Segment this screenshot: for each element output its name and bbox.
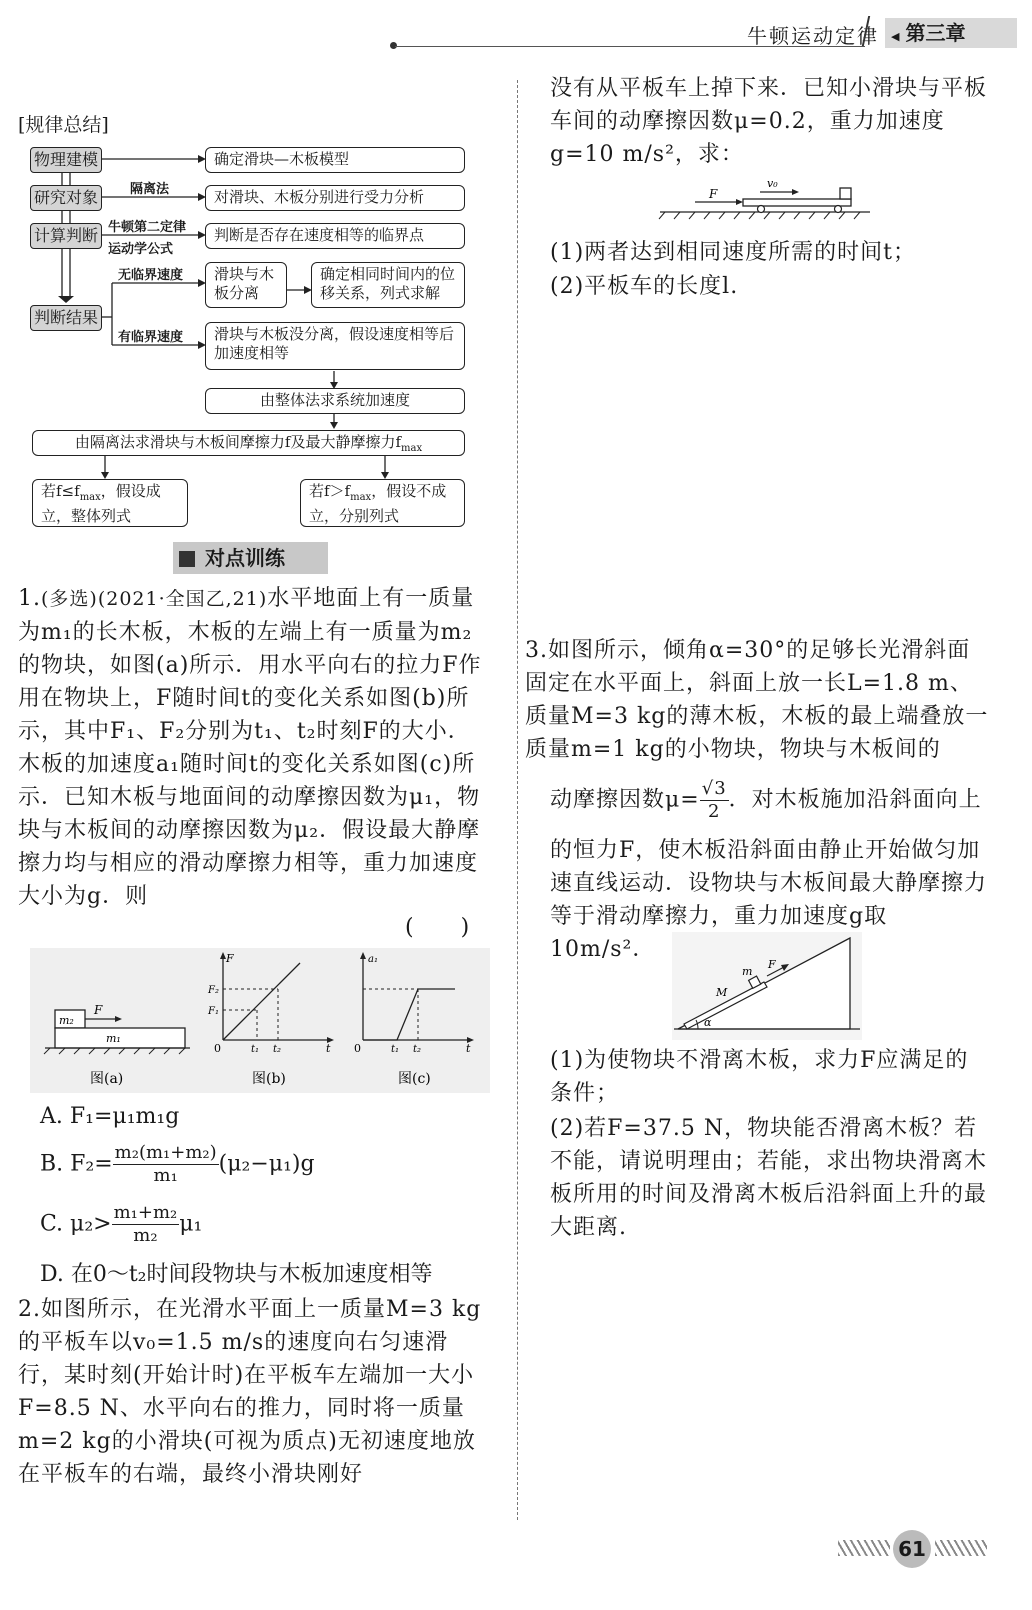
box-separate: 滑块与木板分离 xyxy=(205,262,287,308)
flow-step-model: 物理建模 xyxy=(30,147,102,173)
fig-b-t1: t₁ xyxy=(251,1044,260,1055)
q3-body-b-post: ．对木板施加沿斜面向上 xyxy=(728,787,982,813)
q2-sub2: (2)平板车的长度l. xyxy=(550,274,739,299)
label-no-critical: 无临界速度 xyxy=(118,268,184,283)
q2-text-left xyxy=(18,1293,488,1491)
fig-c-origin: 0 xyxy=(354,1042,361,1055)
triangle-left-icon: ◀ xyxy=(891,30,900,43)
isolation-text: 由隔离法求滑块与木板间摩擦力f及最大静摩擦力f xyxy=(74,433,401,451)
q3-text-c: 的恒力F，使木板沿斜面由静止开始做匀加速直线运动．设物块与木板间最大静摩擦力等于滑动摩擦力，重力加速度g取10m/s²． xyxy=(550,838,988,962)
opt-c-fraction xyxy=(112,1202,180,1247)
opt-c-pre: C. μ₂> xyxy=(40,1211,112,1237)
q3-number: 3. xyxy=(525,638,548,663)
q3-sub1: (1)为使物块不滑离木板，求力F应满足的条件； xyxy=(550,1048,969,1106)
q2-body-left: 如图所示，在光滑水平面上一质量M=3 kg的平板车以v₀=1.5 m/s的速度向右匀速滑行，某时刻(开始计时)在平板车左端加一大小F=8.5 N、水平向右的推力，同时将一质量m=2 kg的小滑块(可视为质点)无初速度地放在平板车的右端，最终小滑块刚好 xyxy=(18,1297,482,1487)
box-critical-point: 判断是否存在速度相等的临界点 xyxy=(205,223,465,249)
q1-option-c xyxy=(40,1202,202,1247)
page-number: 61 xyxy=(893,1530,931,1568)
section-title-text: 对点训练 xyxy=(205,546,285,570)
flow-step-compute: 计算判断 xyxy=(30,223,102,249)
q1-figures xyxy=(30,948,490,1093)
q3-mu-fraction xyxy=(700,778,729,823)
q2-text-right: 没有从平板车上掉下来．已知小滑块与平板车间的动摩擦因数μ=0.2，重力加速度g=10 m/s²，求： xyxy=(550,76,988,167)
fig-b-f2: F₂ xyxy=(208,985,219,996)
fig-b-origin: 0 xyxy=(214,1042,221,1055)
fig-a-force: F xyxy=(94,1003,103,1017)
rules-heading: [规律总结] xyxy=(18,114,109,136)
q2-number: 2. xyxy=(18,1297,41,1322)
fails-sub: max xyxy=(350,492,372,503)
box-assumption-fails xyxy=(300,479,465,527)
q1-option-b xyxy=(40,1142,315,1187)
fig-c-t2: t₂ xyxy=(413,1044,422,1055)
box-whole-method: 由整体法求系统加速度 xyxy=(205,388,465,414)
box-model: 确定滑块—木板模型 xyxy=(205,147,465,173)
box-assumption-holds xyxy=(32,479,188,527)
fig-b-yaxis: F xyxy=(226,952,234,965)
label-has-critical: 有临界速度 xyxy=(118,330,184,345)
fig-a-m1: m₁ xyxy=(106,1032,121,1045)
opt-b-fraction xyxy=(113,1142,219,1187)
box-force-analysis: 对滑块、木板分别进行受力分析 xyxy=(205,185,465,211)
q2-fig-force: F xyxy=(709,187,718,201)
fig-c-t1: t₁ xyxy=(391,1044,400,1055)
q1-tag: (多选)(2021·全国乙,21) xyxy=(41,588,268,610)
fails-rest: ，假设不成立，分别列式 xyxy=(309,482,447,525)
opt-c-den: m₂ xyxy=(133,1225,158,1246)
q1-option-d: D. 在0～t₂时间段物块与木板加速度相等 xyxy=(40,1262,433,1287)
q3-text-b xyxy=(550,778,990,823)
fig-c-yaxis: a₁ xyxy=(368,954,378,965)
flow-step-object: 研究对象 xyxy=(30,185,102,211)
fig-a-caption: 图(a) xyxy=(90,1071,124,1087)
fig-c-caption: 图(c) xyxy=(398,1071,431,1087)
page-number-ornament-right xyxy=(935,1540,987,1556)
holds-rest: ，假设成立，整体列式 xyxy=(41,482,161,525)
q3-fig-force: F xyxy=(768,958,776,971)
q1-body: 水平地面上有一质量为m₁的长木板，木板的左端上有一质量为m₂的物块，如图(a)所示．用水平向右的拉力F作用在物块上，F随时间t的变化关系如图(b)所示，其中F₁、F₂分别为t₁、t₂时刻F的大小．木板的加速度a₁随时间t的变化关系如图(c)所示．已知木板与地面间的动摩擦因数为μ₁，物块与木板间的动摩擦因数为μ₂．假设最大静摩擦力均与相应的滑动摩擦力相等，重力加速度大小为g．则 xyxy=(18,586,482,909)
q3-mu-num: √3 xyxy=(701,778,727,799)
q2-figure xyxy=(655,172,875,227)
flow-step-result: 判断结果 xyxy=(30,305,102,331)
fig-b-t2: t₂ xyxy=(273,1044,282,1055)
q3-body-b-pre: 动摩擦因数μ= xyxy=(550,787,700,813)
opt-b-num: m₂(m₁+m₂) xyxy=(114,1142,217,1163)
box-solve-displacement: 确定相同时间内的位移关系，列式求解 xyxy=(311,262,465,308)
fig-b-caption: 图(b) xyxy=(252,1071,286,1087)
opt-c-post: μ₁ xyxy=(179,1211,203,1237)
fig-b-xaxis: t xyxy=(326,1042,331,1055)
fig-b-f1: F₁ xyxy=(208,1006,219,1017)
opt-b-pre: B. F₂= xyxy=(40,1151,113,1177)
opt-b-den: m₁ xyxy=(153,1165,178,1186)
q3-body-a: 如图所示，倾角α=30°的足够长光滑斜面固定在水平面上，斜面上放一长L=1.8 m、质量M=3 kg的薄木板，木板的最上端叠放一质量m=1 kg的小物块，物块与木板间的 xyxy=(525,638,989,762)
q1-text xyxy=(18,582,488,913)
box-no-separate: 滑块与木板没分离，假设速度相等后加速度相等 xyxy=(205,322,465,370)
holds-sub: max xyxy=(79,492,101,503)
q3-fig-M: M xyxy=(716,986,728,999)
q2-fig-velocity: v₀ xyxy=(767,177,778,190)
q1-answer-paren: ( ) xyxy=(405,915,471,940)
section-icon xyxy=(179,551,195,567)
q2-sub1: (1)两者达到相同速度所需的时间t； xyxy=(550,240,917,265)
box-isolation-friction xyxy=(32,430,465,456)
isolation-sub: max xyxy=(401,443,423,454)
chapter-title: 牛顿运动定律 xyxy=(747,24,879,48)
q3-sub2: (2)若F=37.5 N，物块能否滑离木板？若不能，请说明理由；若能，求出物块滑离木板所用的时间及滑离木板后沿斜面上升的最大距离. xyxy=(550,1116,988,1240)
holds-text: 若f≤f xyxy=(41,482,80,500)
section-title xyxy=(173,542,328,574)
label-newton: 牛顿第二定律 xyxy=(108,220,187,235)
q3-mu-den: 2 xyxy=(707,801,721,822)
q1-number: 1. xyxy=(18,586,41,611)
chapter-label-badge xyxy=(885,18,1017,48)
opt-c-num: m₁+m₂ xyxy=(113,1202,178,1223)
fig-c-xaxis: t xyxy=(466,1042,471,1055)
q3-text-a xyxy=(525,634,990,766)
chapter-label: 第三章 xyxy=(905,21,966,45)
q3-fig-alpha: α xyxy=(704,1016,712,1029)
opt-b-post: (μ₂−μ₁)g xyxy=(218,1151,315,1177)
q3-fig-m: m xyxy=(742,965,753,978)
fails-text: 若f＞f xyxy=(309,482,351,500)
fig-a-m2: m₂ xyxy=(59,1014,74,1027)
q1-option-a: A. F₁=μ₁m₁g xyxy=(40,1104,180,1129)
label-kinematics: 运动学公式 xyxy=(108,242,174,257)
q3-figure xyxy=(672,932,862,1040)
page-number-ornament-left xyxy=(838,1540,890,1556)
label-isolation: 隔离法 xyxy=(130,182,170,197)
